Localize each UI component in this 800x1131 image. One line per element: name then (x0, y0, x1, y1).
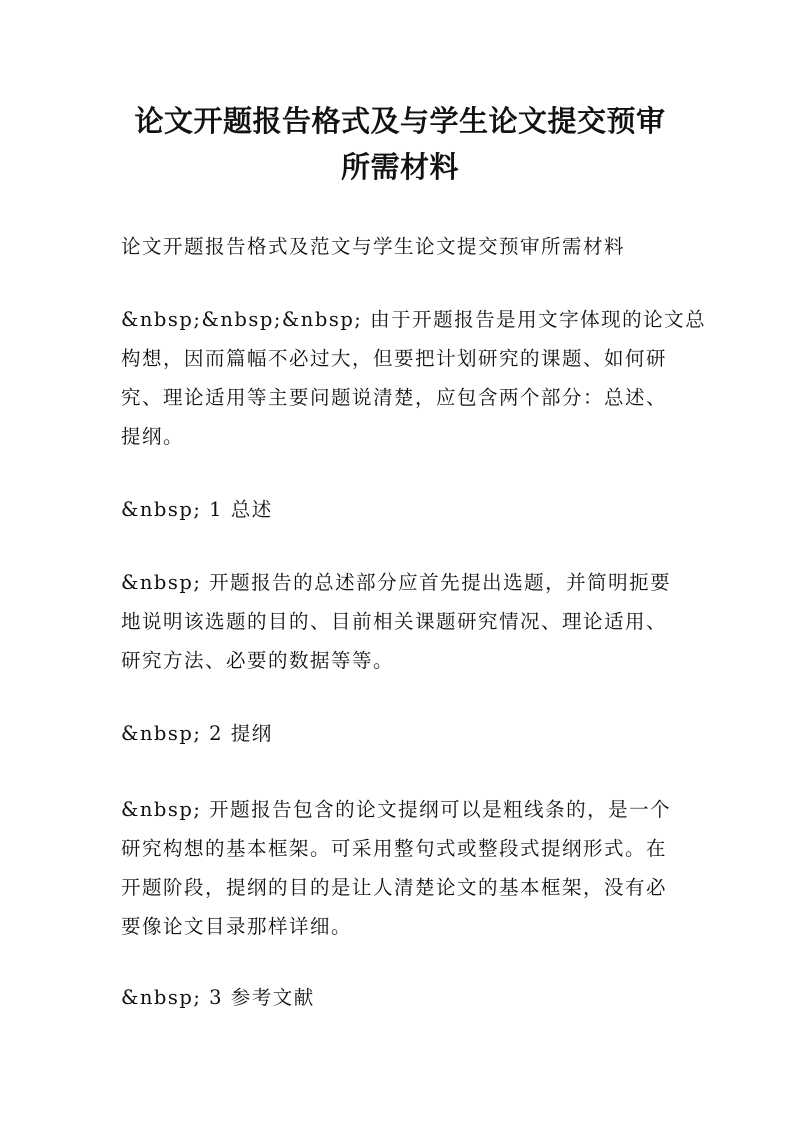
title-line-2: 所需材料 (340, 150, 459, 184)
section-heading-outline (121, 714, 689, 753)
paragraph-outline (121, 790, 689, 946)
paragraph-overview (121, 563, 689, 680)
heading-text: &nbsp; 1 总述 (121, 498, 273, 521)
paragraph-line: &nbsp; 开题报告的总述部分应首先提出选题，并简明扼要 (121, 571, 672, 594)
section-heading-references (121, 978, 689, 1017)
paragraph-line: 研究方法、必要的数据等等。 (121, 649, 395, 672)
paragraph-line: &nbsp; 开题报告包含的论文提纲可以是粗线条的，是一个 (121, 798, 672, 821)
paragraph-line: 要像论文目录那样详细。 (121, 915, 353, 938)
title-line-1: 论文开题报告格式及与学生论文提交预审 (134, 104, 666, 138)
paragraph-intro (121, 300, 707, 456)
subtitle-text: 论文开题报告格式及范文与学生论文提交预审所需材料 (121, 235, 626, 258)
paragraph-line: &nbsp;&nbsp;&nbsp; 由于开题报告是用文字体现的论文总 (121, 308, 707, 331)
paragraph-line: 开题阶段，提纲的目的是让人清楚论文的基本框架，没有必 (121, 876, 668, 899)
section-heading-overview (121, 490, 689, 529)
heading-text: &nbsp; 2 提纲 (121, 722, 273, 745)
paragraph-line: 地说明该选题的目的、目前相关课题研究情况、理论适用、 (121, 610, 668, 633)
document-title (100, 98, 700, 190)
heading-text: &nbsp; 3 参考文献 (121, 986, 315, 1009)
paragraph-line: 提纲。 (121, 425, 185, 448)
paragraph-line: 究、理论适用等主要问题说清楚，应包含两个部分：总述、 (121, 386, 668, 409)
paragraph-line: 研究构想的基本框架。可采用整句式或整段式提纲形式。在 (121, 837, 668, 860)
document-subtitle (121, 227, 689, 266)
paragraph-line: 构想，因而篇幅不必过大，但要把计划研究的课题、如何研 (121, 347, 668, 370)
